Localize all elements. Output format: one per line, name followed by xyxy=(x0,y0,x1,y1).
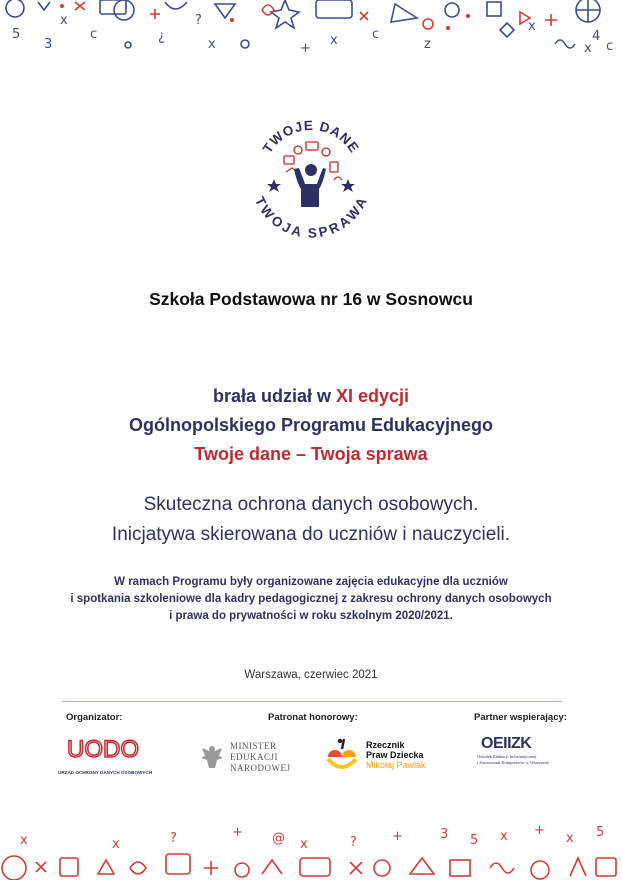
subtitle-line-1: Skuteczna ochrona danych osobowych. xyxy=(143,494,479,515)
svg-text:3: 3 xyxy=(44,37,53,52)
rpd-line-3: Mikołaj Pawlak xyxy=(366,760,426,770)
svg-text:x: x xyxy=(500,829,508,844)
svg-text:c: c xyxy=(372,27,380,42)
svg-text:+: + xyxy=(534,823,545,838)
place-and-date: Warszawa, czerwiec 2021 xyxy=(244,669,378,681)
rpd-line-2: Praw Dziecka xyxy=(366,750,424,760)
divider xyxy=(62,701,562,702)
patronage-label: Patronat honorowy: xyxy=(268,712,358,723)
uodo-mark xyxy=(58,735,148,763)
svg-text:x: x xyxy=(566,831,574,846)
svg-text:+: + xyxy=(232,825,243,840)
svg-text:+: + xyxy=(392,829,403,844)
svg-text:x: x xyxy=(300,837,308,852)
svg-text:x: x xyxy=(528,19,536,34)
participation-line xyxy=(0,386,622,407)
svg-text:4: 4 xyxy=(592,29,601,44)
svg-text:x: x xyxy=(60,13,68,28)
svg-text:+: + xyxy=(300,41,311,56)
uodo-logo-text: UODO xyxy=(67,736,139,763)
oeiizk-logo-text: OEIIZK xyxy=(481,735,532,752)
program-name: Twoje dane – Twoja sprawa xyxy=(194,444,428,464)
oeiizk-logo xyxy=(477,735,567,771)
logo-bottom-text: TWOJA SPRAWA xyxy=(251,194,371,241)
minister-line-1: MINISTER xyxy=(230,741,277,751)
svg-text:¿: ¿ xyxy=(158,29,165,44)
oeiizk-caption-2: i Zastosowań Komputerów w Warszawie xyxy=(477,760,549,765)
subtitle-line-2: Inicjatywa skierowana do uczniów i nauczycieli. xyxy=(111,524,511,545)
logo-top-text: TWOJE DANE xyxy=(259,117,363,156)
school-name: Szkoła Podstawowa nr 16 w Sosnowcu xyxy=(149,289,473,309)
description-line-3: i prawa do prywatności w roku szkolnym 2020/2021. xyxy=(169,610,453,622)
svg-text:@: @ xyxy=(272,831,285,846)
rpd-mark-icon xyxy=(322,737,362,773)
svg-text:x: x xyxy=(208,37,216,52)
svg-text:?: ? xyxy=(350,835,357,850)
program-title: Ogólnopolskiego Programu Edukacyjnego xyxy=(128,415,494,435)
oeiizk-caption-1: Ośrodek Edukacji Informatycznej xyxy=(477,754,537,759)
edition-label: XI edycji xyxy=(335,386,410,406)
participation-prefix: brała udział w xyxy=(212,386,336,406)
uodo-logo xyxy=(58,735,153,775)
svg-text:?: ? xyxy=(170,831,177,846)
organizer-label: Organizator: xyxy=(66,712,123,723)
rpd-line-1: Rzecznik xyxy=(366,740,405,750)
bottom-doodle-border xyxy=(0,818,622,880)
svg-text:5: 5 xyxy=(470,833,479,848)
svg-text:c: c xyxy=(90,27,98,42)
svg-text:x: x xyxy=(330,33,338,48)
uodo-caption: URZĄD OCHRONY DANYCH OSOBOWYCH xyxy=(58,770,153,775)
minister-line-3: NARODOWEJ xyxy=(230,763,291,773)
description-line-2: i spotkania szkoleniowe dla kadry pedagogicznej z zakresu ochrony danych osobowych xyxy=(70,593,552,605)
svg-text:3: 3 xyxy=(440,827,449,842)
svg-text:z: z xyxy=(424,37,431,52)
description-line-1: W ramach Programu były organizowane zajęcia edukacyjne dla uczniów xyxy=(114,576,508,588)
svg-text:x: x xyxy=(112,837,120,852)
svg-text:x: x xyxy=(584,41,592,56)
top-doodle-border xyxy=(0,0,622,70)
eagle-icon xyxy=(200,743,224,773)
svg-text:?: ? xyxy=(195,13,202,28)
svg-text:x: x xyxy=(20,833,28,848)
svg-text:5: 5 xyxy=(12,27,21,42)
rpd-logo xyxy=(322,737,462,773)
minister-line-2: EDUKACJI xyxy=(230,752,278,762)
minister-logo xyxy=(200,741,310,777)
svg-text:c: c xyxy=(606,39,614,54)
svg-text:5: 5 xyxy=(596,825,605,840)
partner-label: Partner wspierający: xyxy=(474,712,567,723)
twoje-dane-logo xyxy=(246,112,376,242)
